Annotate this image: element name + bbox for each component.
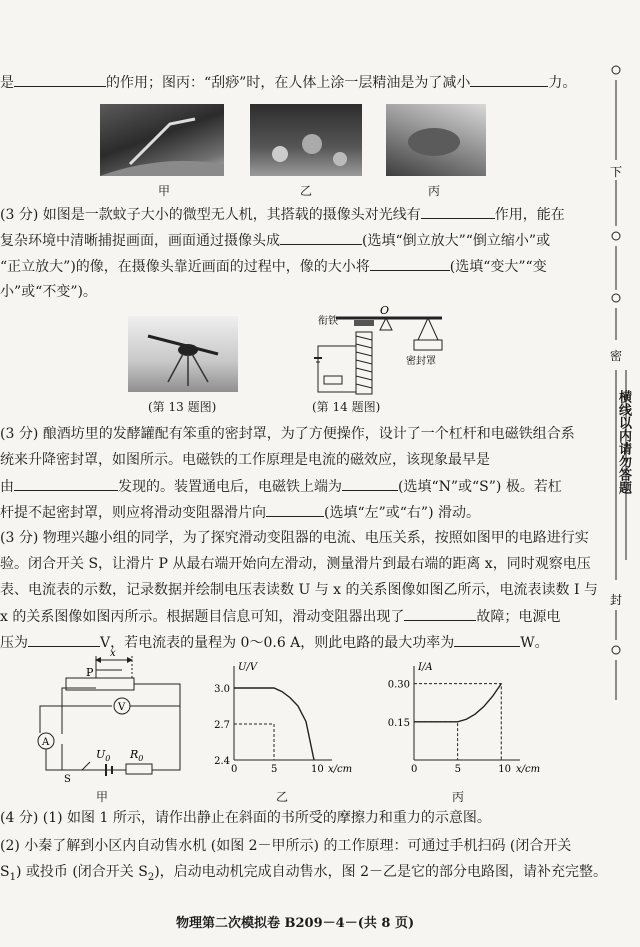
answer-blank[interactable] [470, 72, 548, 87]
guide-line [234, 724, 274, 760]
drone-photo [128, 316, 238, 392]
q15-line2: 验。闭合开关 S，让滑片 P 从最右端开始向左滑动，测量滑片到最右端的距离 x，同时观察电压 [0, 556, 591, 572]
answer-blank[interactable] [266, 502, 324, 517]
pivot-label: O [380, 304, 390, 317]
answer-blank[interactable] [14, 72, 106, 87]
r0-sub: 0 [138, 754, 144, 763]
r0-label: R [130, 748, 139, 761]
q13-line4: 小”或“不变”)。 [0, 284, 97, 300]
ammeter-label: A [42, 737, 50, 748]
armature-label: 衔铁 [318, 316, 338, 327]
answer-blank[interactable] [342, 476, 398, 491]
x-tick-label: 5 [454, 764, 462, 775]
x-tick-label: 10 [498, 764, 512, 775]
q14-line4: 杆提不起密封罩，则应将滑动变阻器滑片向 (选填“左”或“右”) 滑动。 [0, 502, 480, 523]
chart-yi-caption: 乙 [276, 790, 289, 804]
answer-blank[interactable] [28, 632, 100, 647]
circuit-caption: 甲 [96, 790, 109, 804]
x-axis-label: x/cm [328, 764, 353, 775]
switch-label: S [64, 774, 71, 785]
q16-line3: $S_1$) 或投币 (闭合开关 $S_2$)，启动电动机完成自动售水，图 2－乙是它的部分电路图，请补充完整。 [0, 864, 608, 883]
q15-line4: x 的关系图像如图丙所示。根据题目信息可知，滑动变阻器出现了 故障；电源电 [0, 606, 560, 627]
caption-yi: 乙 [300, 184, 313, 198]
caption-bing: 丙 [428, 184, 441, 198]
y-tick-label: 0.30 [387, 679, 410, 691]
x-tick-label: 10 [311, 764, 324, 775]
circuit-diagram [26, 648, 196, 785]
q13-line3: “正立放大”)的像，在摄像头靠近画面的过程中，像的大小将 (选填“变大”“变 [0, 256, 547, 277]
y-tick-label: 2.4 [214, 756, 230, 767]
answer-blank[interactable] [370, 256, 450, 271]
u0-sub: 0 [105, 754, 111, 763]
answer-blank[interactable] [404, 606, 476, 621]
q16-line2: (2) 小秦了解到小区内自动售水机 (如图 2－甲所示) 的工作原理：可通过手机扫码 (闭合开关 [0, 838, 572, 854]
svg-text:U0 [96, 748, 110, 763]
x-axis-label: x/cm [516, 764, 541, 775]
q16-line1: (4 分) (1) 如图 1 所示，请作出静止在斜面的书所受的摩擦力和重力的示意图。 [0, 810, 491, 826]
photo-jia [100, 104, 224, 176]
q13-line2: 复杂环境中清晰捕捉画面，画面通过摄像头成 (选填“倒立放大”“倒立缩小”或 [0, 230, 550, 251]
q14-line2: 统来升降密封罩，如图所示。电磁铁的工作原理是电流的磁效应，该现象最早是 [0, 452, 490, 468]
q14-line3: 由 发现的。装置通电后，电磁铁上端为 (选填“N”或“S”) 极。若杠 [0, 476, 562, 497]
question-text: 是 的作用；图丙：“刮痧”时，在人体上涂一层精油是为了减小 力。 [0, 72, 576, 93]
answer-blank[interactable] [421, 204, 495, 219]
y-axis-label: U/V [238, 662, 258, 673]
q13-line1: (3 分) 如图是一款蚊子大小的微型无人机，其搭载的摄像头对光线有 作用，能在 [0, 204, 565, 225]
answer-blank[interactable] [280, 230, 362, 245]
slider-p-label: P [86, 666, 94, 679]
voltmeter-label: V [118, 702, 126, 713]
binding-note: 横线以内请勿答题 [616, 390, 631, 494]
svg-text:R0 [129, 748, 143, 763]
u0-label: U [96, 748, 106, 761]
seal-label: 密封罩 [406, 356, 436, 367]
photo-bing [386, 104, 486, 176]
page-footer: 物理第二次模拟卷 B209－4－(共 8 页) [176, 916, 415, 931]
q15-line3: 表、电流表的示数，记录数据并绘制电压表读数 U 与 x 的关系图像如图乙所示，电流表读数 I 与 [0, 582, 598, 598]
chart-bing-caption: 丙 [452, 790, 465, 804]
y-tick-label: 2.7 [214, 720, 230, 731]
y-tick-label: 0.15 [387, 717, 410, 729]
answer-blank[interactable] [14, 476, 118, 491]
photo-yi [250, 104, 362, 176]
x-tick-label: 0 [231, 764, 238, 775]
q15-line5: 压为 V，若电流表的量程为 0～0.6 A，则此电路的最大功率为 W。 [0, 632, 549, 653]
fig13-caption: (第 13 题图) [148, 400, 217, 414]
caption-jia: 甲 [158, 184, 171, 198]
x-label: x [110, 648, 116, 659]
binding-down: 下 [610, 165, 623, 179]
chart-bing [374, 660, 544, 776]
answer-blank[interactable] [454, 632, 520, 647]
y-axis-label: I/A [418, 662, 433, 673]
series-line [414, 684, 501, 722]
q14-line1: (3 分) 酿酒坊里的发酵罐配有笨重的密封罩，为了方便操作，设计了一个杠杆和电磁铁组合系 [0, 426, 575, 442]
q15-line1: (3 分) 物理兴趣小组的同学，为了探究滑动变阻器的电流、电压关系，按照如图甲的电路进行实 [0, 530, 589, 546]
x-tick-label: 5 [271, 764, 278, 775]
guide-line [414, 722, 458, 760]
binding-feng: 封 [610, 593, 623, 607]
fig14-caption: (第 14 题图) [312, 400, 381, 414]
binding-seal: 密 [610, 349, 623, 363]
chart-yi [206, 660, 356, 776]
y-tick-label: 3.0 [214, 684, 230, 695]
x-tick-label: 0 [411, 764, 418, 775]
fig14-diagram [300, 306, 460, 398]
